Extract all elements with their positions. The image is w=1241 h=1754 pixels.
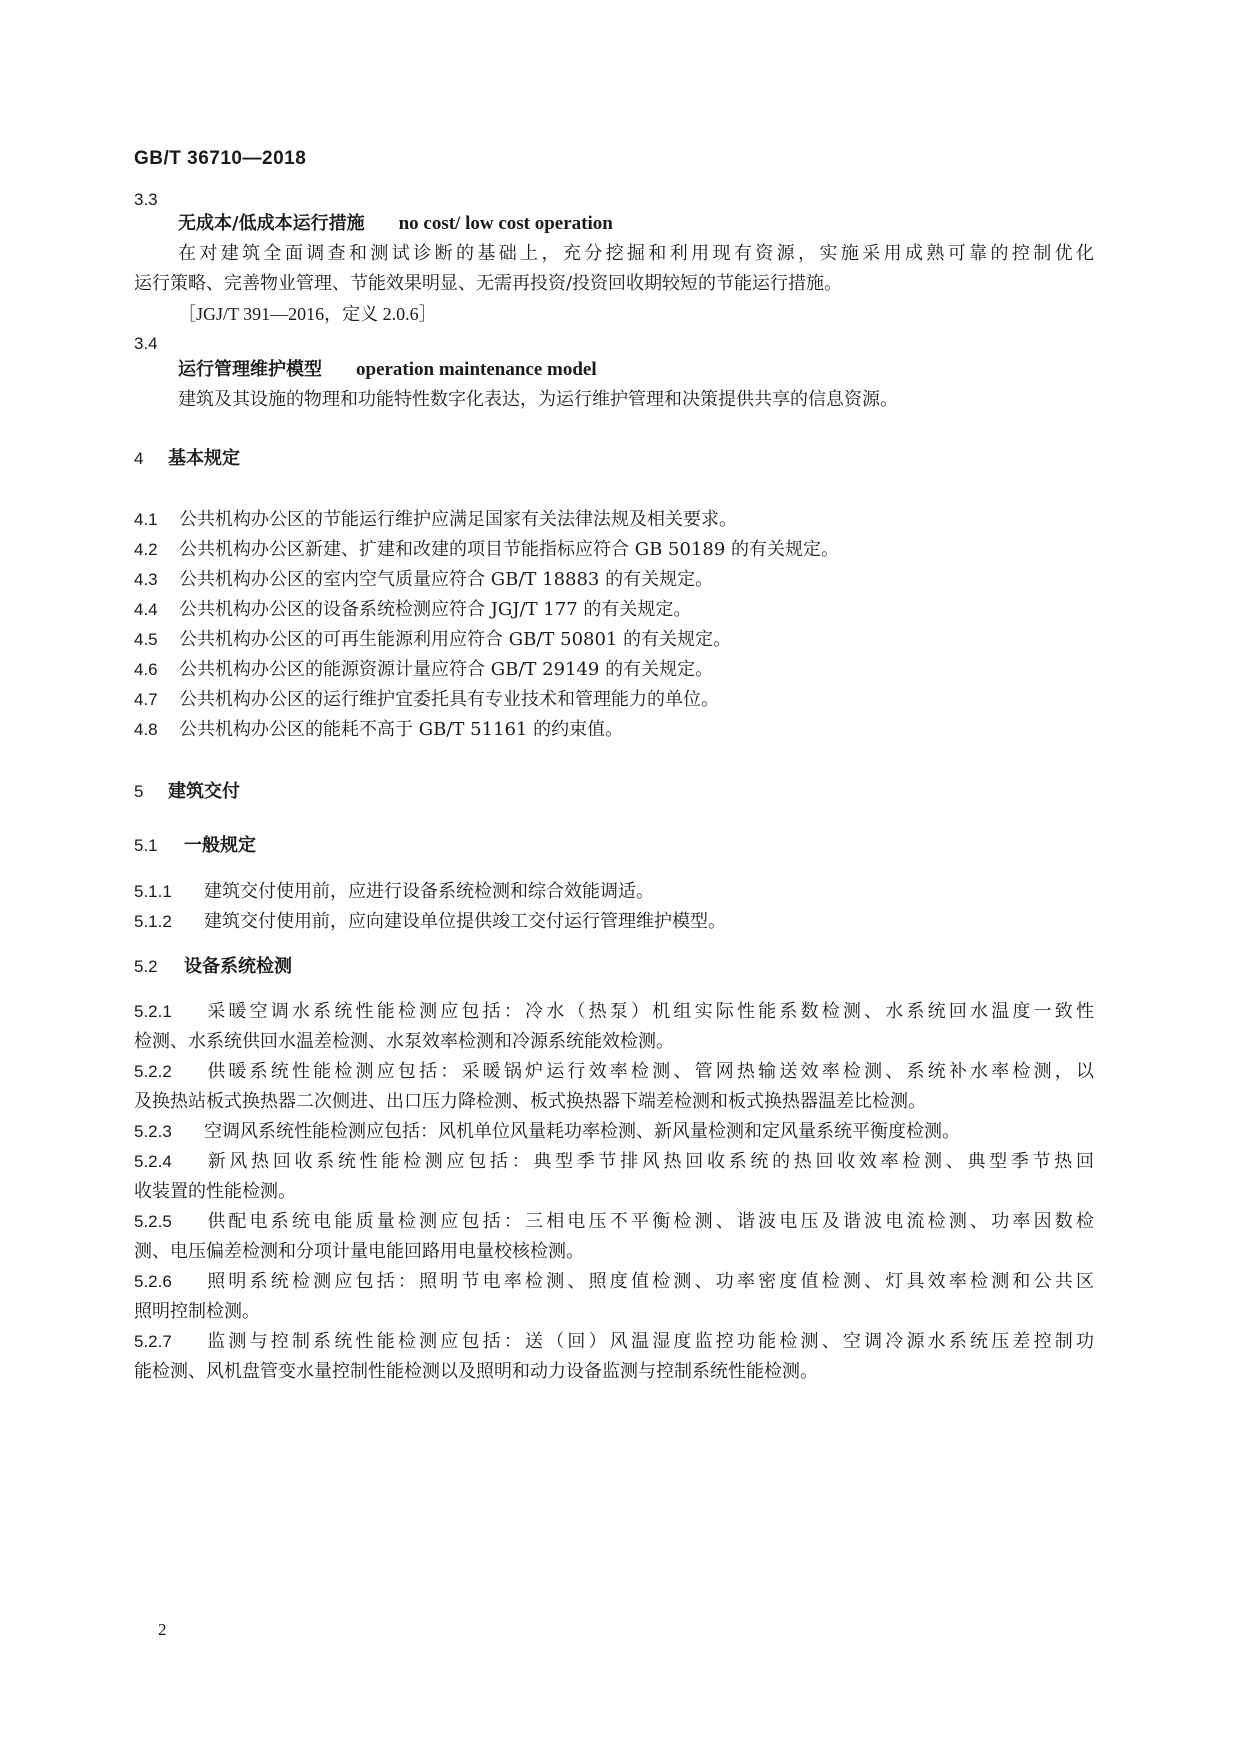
clause-number: 5.1.2: [134, 912, 172, 931]
clause-continuation: 收装置的性能检测。: [134, 1181, 296, 1202]
clause: [134, 1055, 1094, 1089]
term-zh: 无成本/低成本运行措施: [178, 213, 365, 234]
definition-line: 运行策略、完善物业管理、节能效果明显、无需再投资/投资回收期较短的节能运行措施。: [134, 273, 843, 294]
clause: [134, 1205, 1094, 1239]
clause-text: 公共机构办公区的设备系统检测应符合 JGJ/T 177 的有关规定。: [179, 599, 692, 620]
clause: [134, 653, 1094, 687]
clause-number: 4.2: [134, 540, 158, 559]
clause-text: 供配电系统电能质量检测应包括：三相电压不平衡检测、谐波电压及谐波电流检测、功率因数检: [204, 1211, 1094, 1232]
clause-number: 5.2.4: [134, 1152, 172, 1171]
clause-continuation: 照明控制检测。: [134, 1301, 260, 1322]
clause: [134, 1115, 1094, 1149]
clause-text: 公共机构办公区的能耗不高于 GB/T 51161 的约束值。: [179, 719, 624, 740]
clause-continuation: 能检测、风机盘管变水量控制性能检测以及照明和动力设备监测与控制系统性能检测。: [134, 1361, 818, 1382]
subsection-number: 5.1: [134, 836, 158, 855]
clause: [134, 683, 1094, 717]
clause-text: 新风热回收系统性能检测应包括：典型季节排风热回收系统的热回收效率检测、典型季节热回: [204, 1151, 1094, 1172]
clause: [134, 875, 1094, 909]
clause-number: 5.2.3: [134, 1122, 172, 1141]
term-en: operation maintenance model: [356, 359, 597, 380]
clause-text: 公共机构办公区的室内空气质量应符合 GB/T 18883 的有关规定。: [179, 569, 714, 590]
subsection-heading: [134, 829, 1094, 863]
clause-text: 建筑交付使用前，应进行设备系统检测和综合效能调适。: [204, 881, 654, 902]
term-zh: 运行管理维护模型: [178, 359, 322, 380]
clause-text: 照明系统检测应包括：照明节电率检测、照度值检测、功率密度值检测、灯具效率检测和公共区: [204, 1271, 1094, 1292]
clause-text: 公共机构办公区新建、扩建和改建的项目节能指标应符合 GB 50189 的有关规定。: [179, 539, 840, 560]
clause: [134, 593, 1094, 627]
clause: [134, 1265, 1094, 1299]
clause-number: 5.1.1: [134, 882, 172, 901]
definition-line: 建筑及其设施的物理和功能特性数字化表达，为运行维护管理和决策提供共享的信息资源。: [178, 389, 898, 410]
subsection-title: 一般规定: [184, 835, 256, 856]
clause-number: 4.1: [134, 510, 158, 529]
clause-number: 4.7: [134, 690, 158, 709]
clause: [134, 1325, 1094, 1359]
section-title: 基本规定: [168, 448, 240, 469]
clause-text: 空调风系统性能检测应包括：风机单位风量耗功率检测、新风量检测和定风量系统平衡度检测。: [204, 1121, 960, 1142]
clause: [134, 1145, 1094, 1179]
subsection-heading: [134, 950, 1094, 984]
term-number: 3.4: [134, 334, 158, 353]
term-title: [178, 353, 1094, 387]
clause-number: 5.2.5: [134, 1212, 172, 1231]
term-source: ［JGJ/T 391—2016，定义 2.0.6］: [178, 304, 437, 324]
term-en: no cost/ low cost operation: [398, 213, 613, 234]
clause-text: 建筑交付使用前，应向建设单位提供竣工交付运行管理维护模型。: [204, 911, 726, 932]
clause-number: 4.6: [134, 660, 158, 679]
clause-text: 监测与控制系统性能检测应包括：送（回）风温湿度监控功能检测、空调冷源水系统压差控制功: [204, 1331, 1094, 1352]
page-number: 2: [158, 1620, 167, 1639]
definition-line: 在对建筑全面调查和测试诊断的基础上，充分挖掘和利用现有资源，实施采用成熟可靠的控制优化: [178, 243, 1094, 264]
clause: [134, 713, 1094, 747]
subsection-number: 5.2: [134, 957, 158, 976]
clause-continuation: 测、电压偏差检测和分项计量电能回路用电量校核检测。: [134, 1241, 584, 1262]
clause-number: 5.2.2: [134, 1062, 172, 1081]
clause-text: 公共机构办公区的可再生能源利用应符合 GB/T 50801 的有关规定。: [179, 629, 732, 650]
clause-number: 4.5: [134, 630, 158, 649]
clause-number: 5.2.7: [134, 1332, 172, 1351]
term-number: 3.3: [134, 190, 158, 209]
section-heading: [134, 442, 1094, 476]
clause-text: 公共机构办公区的运行维护宜委托具有专业技术和管理能力的单位。: [179, 689, 719, 710]
clause-number: 5.2.6: [134, 1272, 172, 1291]
term-title: [178, 207, 1094, 241]
clause-text: 公共机构办公区的节能运行维护应满足国家有关法律法规及相关要求。: [179, 509, 737, 530]
clause-continuation: 及换热站板式换热器二次侧进、出口压力降检测、板式换热器下端差检测和板式换热器温差比检测。: [134, 1091, 926, 1112]
subsection-title: 设备系统检测: [184, 956, 292, 977]
standard-id: GB/T 36710—2018: [134, 148, 307, 169]
clause-number: 5.2.1: [134, 1002, 172, 1021]
section-title: 建筑交付: [168, 781, 240, 802]
clause: [134, 623, 1094, 657]
clause-text: 公共机构办公区的能源资源计量应符合 GB/T 29149 的有关规定。: [179, 659, 714, 680]
clause-number: 4.4: [134, 600, 158, 619]
clause-text: 采暖空调水系统性能检测应包括：冷水（热泵）机组实际性能系数检测、水系统回水温度一致性: [204, 1001, 1094, 1022]
section-heading: [134, 775, 1094, 809]
clause-number: 4.3: [134, 570, 158, 589]
clause-text: 供暖系统性能检测应包括：采暖锅炉运行效率检测、管网热输送效率检测、系统补水率检测，以: [204, 1061, 1094, 1082]
clause: [134, 503, 1094, 537]
section-number: 4: [134, 449, 144, 468]
clause-continuation: 检测、水系统供回水温差检测、水泵效率检测和冷源系统能效检测。: [134, 1031, 674, 1052]
clause-number: 4.8: [134, 720, 158, 739]
clause: [134, 995, 1094, 1029]
clause: [134, 533, 1094, 567]
clause: [134, 563, 1094, 597]
clause: [134, 905, 1094, 939]
section-number: 5: [134, 782, 144, 801]
